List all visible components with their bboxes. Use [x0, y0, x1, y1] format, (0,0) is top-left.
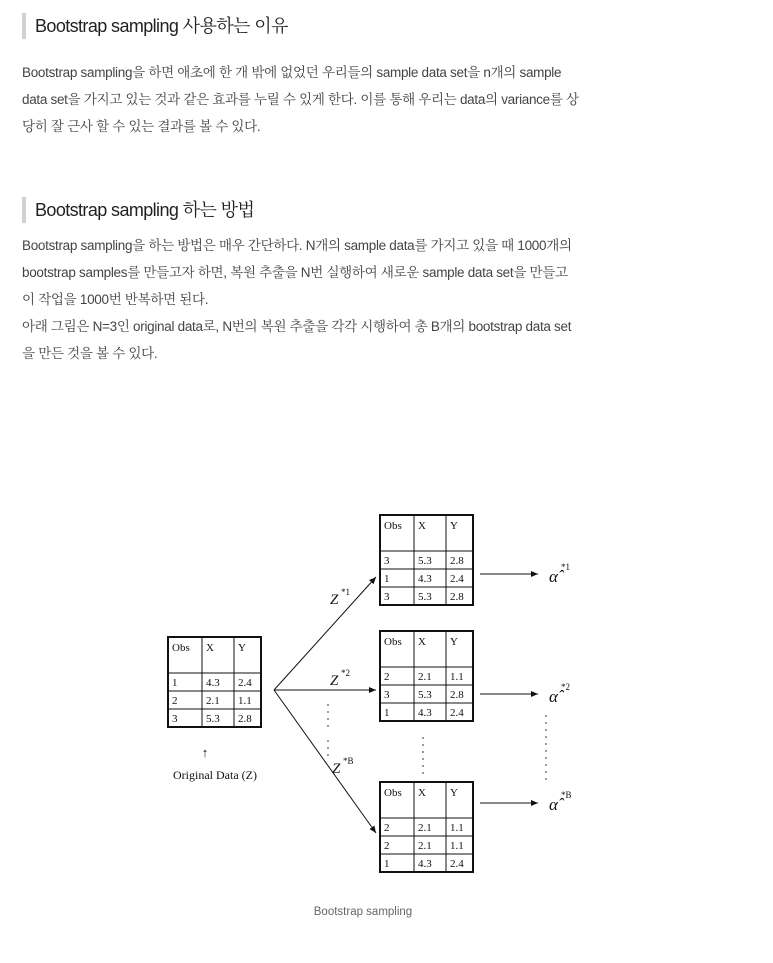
alpha-estimate-B: [549, 790, 572, 814]
table-cell: 3: [384, 555, 390, 567]
table-cell: 1.1: [450, 822, 464, 834]
table-cell: 2.4: [238, 677, 252, 689]
svg-text:Z: Z: [330, 673, 339, 689]
table-header-cell: Y: [450, 787, 458, 799]
table-cell: 5.3: [206, 713, 220, 725]
section-heading-why: Bootstrap sampling 사용하는 이유: [22, 13, 288, 39]
paragraph-line: bootstrap samples를 만들고자 하면, 복원 추출을 N번 실행하여 새로운 sample data set을 만들고: [22, 265, 568, 280]
table-cell: 1: [384, 858, 390, 870]
table-header-cell: Y: [450, 636, 458, 648]
paragraph-line: 당히 잘 근사 할 수 있는 결과를 볼 수 있다.: [22, 119, 261, 134]
figure-caption: Bootstrap sampling: [313, 906, 413, 918]
svg-text:*2: *2: [561, 682, 570, 692]
svg-text:*1: *1: [341, 587, 350, 597]
z-label-B: [332, 756, 354, 777]
table-header-cell: Obs: [172, 642, 190, 654]
table-cell: 2.4: [450, 707, 464, 719]
table-header-cell: X: [206, 642, 214, 654]
table-cell: 2.4: [450, 573, 464, 585]
svg-text:*2: *2: [341, 668, 350, 678]
paragraph-line: Bootstrap sampling을 하는 방법은 매우 간단하다. N개의 sample data를 가지고 있을 때 1000개의: [22, 238, 572, 253]
table-cell: 3: [172, 713, 178, 725]
table-cell: 2.1: [206, 695, 220, 707]
table-cell: 5.3: [418, 555, 432, 567]
alpha-estimate-1: [549, 562, 570, 586]
table-cell: 2.4: [450, 858, 464, 870]
arrow-to-sample-B: [274, 690, 376, 833]
arrow-to-sample-1: [274, 577, 376, 690]
table-cell: 4.3: [418, 573, 432, 585]
table-cell: 5.3: [418, 689, 432, 701]
table-cell: 2.8: [238, 713, 252, 725]
table-cell: 4.3: [418, 707, 432, 719]
table-cell: 2.1: [418, 840, 432, 852]
paragraph-line: data set을 가지고 있는 것과 같은 효과를 누릴 수 있게 한다. 이를 통해 우리는 data의 variance를 상: [22, 92, 579, 107]
table-header-cell: Obs: [384, 520, 402, 532]
alpha-estimate-2: [549, 682, 570, 706]
bootstrap-sample-table-1: [380, 515, 473, 605]
table-cell: 5.3: [418, 591, 432, 603]
table-header-cell: Y: [238, 642, 246, 654]
svg-text:α̂: α̂: [549, 567, 558, 586]
table-cell: 1.1: [450, 840, 464, 852]
table-cell: 2: [172, 695, 178, 707]
svg-text:*B: *B: [343, 756, 354, 766]
table-cell: 2.8: [450, 555, 464, 567]
table-cell: 1: [384, 707, 390, 719]
table-header-cell: X: [418, 787, 426, 799]
paragraph-line: 을 만든 것을 볼 수 있다.: [22, 346, 158, 361]
svg-text:*1: *1: [561, 562, 570, 572]
table-cell: 2: [384, 822, 390, 834]
table-cell: 2.1: [418, 822, 432, 834]
bootstrap-sample-table-2: [380, 631, 473, 721]
table-header-cell: X: [418, 636, 426, 648]
table-cell: 3: [384, 591, 390, 603]
table-cell: 1.1: [450, 671, 464, 683]
table-header-cell: Obs: [384, 787, 402, 799]
table-cell: 2: [384, 840, 390, 852]
table-cell: 3: [384, 689, 390, 701]
svg-text:*B: *B: [561, 790, 572, 800]
z-label-2: [330, 668, 350, 689]
table-cell: 1: [384, 573, 390, 585]
svg-text:Z: Z: [332, 761, 341, 777]
z-label-1: [330, 587, 350, 608]
table-cell: 4.3: [206, 677, 220, 689]
original-data-table: [168, 637, 261, 727]
table-cell: 2.8: [450, 689, 464, 701]
table-header-cell: X: [418, 520, 426, 532]
original-data-label: Original Data (Z): [173, 768, 257, 782]
table-cell: 2.1: [418, 671, 432, 683]
table-cell: 4.3: [418, 858, 432, 870]
bootstrap-sample-table-B: [380, 782, 473, 872]
paragraph-line: Bootstrap sampling을 하면 애초에 한 개 밖에 없었던 우리들의 sample data set을 n개의 sample: [22, 65, 562, 80]
table-header-cell: Y: [450, 520, 458, 532]
table-cell: 1.1: [238, 695, 252, 707]
original-arrow: ↑: [201, 745, 209, 760]
table-cell: 1: [172, 677, 178, 689]
table-cell: 2.8: [450, 591, 464, 603]
svg-text:Z: Z: [330, 592, 339, 608]
table-header-cell: Obs: [384, 636, 402, 648]
table-cell: 2: [384, 671, 390, 683]
paragraph-line: 아래 그림은 N=3인 original data로, N번의 복원 추출을 각각 시행하여 총 B개의 bootstrap data set: [22, 319, 572, 334]
svg-text:α̂: α̂: [549, 795, 558, 814]
section-heading-how: Bootstrap sampling 하는 방법: [22, 197, 254, 223]
svg-text:α̂: α̂: [549, 687, 558, 706]
paragraph-line: 이 작업을 1000번 반복하면 된다.: [22, 292, 209, 307]
